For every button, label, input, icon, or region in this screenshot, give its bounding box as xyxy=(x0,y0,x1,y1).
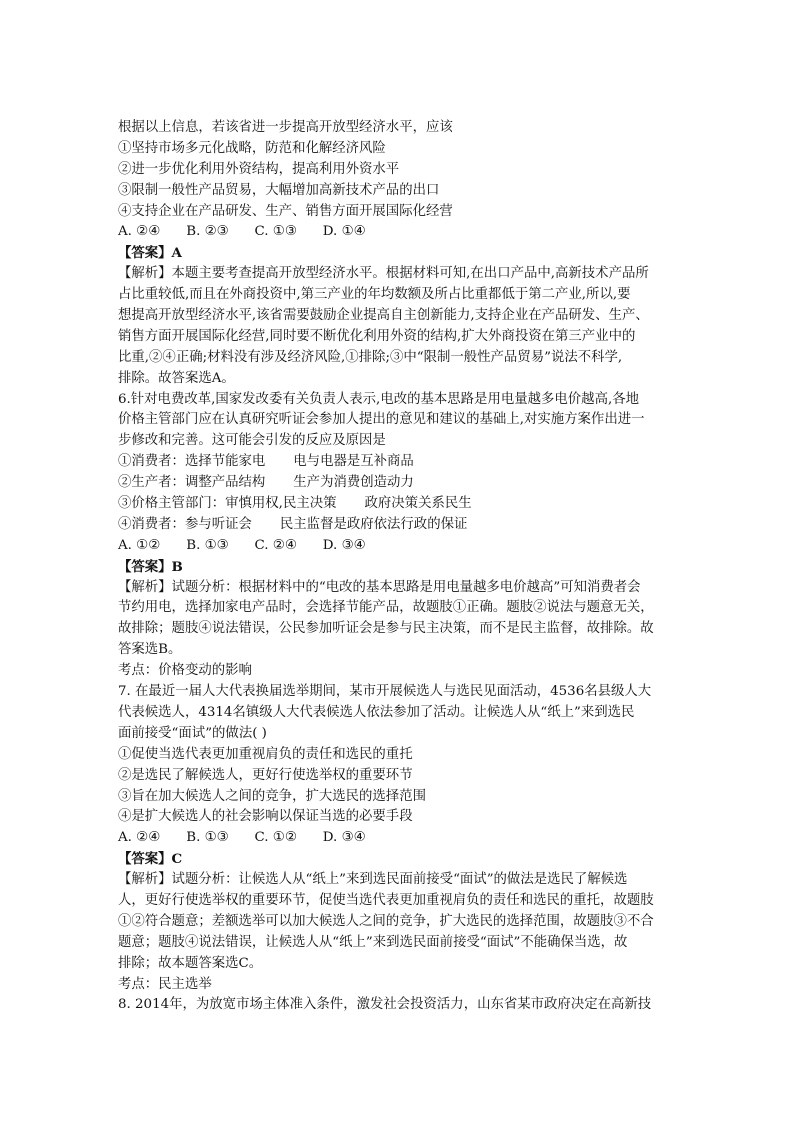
analysis-line: 人，更好行使选举权的重要环节，促使当选代表更加重视肩负的责任和选民的重托，故题肢 xyxy=(118,892,654,908)
analysis-line: 【解析】试题分析：根据材料中的“电改的基本思路是用电量越多电价越高”可知消费者会 xyxy=(118,579,641,595)
option-c: C. ①③ xyxy=(254,224,297,240)
option-a: A. ②④ xyxy=(118,224,161,240)
analysis-line: 占比重较低,而且在外商投资中,第三产业的年均数额及所占比重都低于第二产业,所以,要 xyxy=(118,287,631,303)
text-line: ④支持企业在产品研发、生产、销售方面开展国际化经营 xyxy=(118,203,453,219)
answer-label: 【答案】B xyxy=(118,558,183,575)
answer-options xyxy=(118,536,678,557)
question-item xyxy=(118,494,678,515)
question-item: ③旨在加大候选人之间的竞争，扩大选民的选择范围 xyxy=(118,788,426,804)
question-item: ①促使当选代表更加重视肩负的责任和选民的重托 xyxy=(118,746,413,762)
analysis-line: 节约用电，选择加家电产品时，会选择节能产品，故题肢①正确。题肢②说法与题意无关， xyxy=(118,600,654,616)
option-a: A. ②④ xyxy=(118,830,161,846)
question-stem: 价格主管部门应在认真研究听证会参加人提出的意见和建议的基础上,对实施方案作出进一 xyxy=(118,412,645,428)
option-b: B. ②③ xyxy=(186,224,229,240)
option-a: A. ①② xyxy=(118,537,161,553)
question-item xyxy=(118,452,678,473)
option-c: C. ①② xyxy=(254,830,297,846)
answer-label: 【答案】C xyxy=(118,851,183,868)
answer-label: 【答案】A xyxy=(118,245,182,262)
text-line: 根据以上信息，若该省进一步提高开放型经济水平，应该 xyxy=(118,120,453,135)
analysis-line: 比重,②④正确;材料没有涉及经济风险,①排除;③中“限制一般性产品贸易”说法不科学, xyxy=(118,349,623,365)
knowledge-point: 考点：价格变动的影响 xyxy=(118,663,252,679)
option-d: D. ③④ xyxy=(322,537,366,553)
analysis-line: 题意；题肢④说法错误，让候选人从“纸上”来到选民面前接受“面试”不能确保当选，故 xyxy=(118,934,628,950)
analysis-line: 想提高开放型经济水平,该省需要鼓励企业提高自主创新能力,支持企业在产品研发、生产、 xyxy=(118,308,649,324)
analysis-line: ①②符合题意；差额选举可以加大候选人之间的竞争，扩大选民的选择范围，故题肢③不合 xyxy=(118,913,654,929)
analysis-line: 排除。故答案选A。 xyxy=(118,370,235,386)
question-stem: 7. 在最近一届人大代表换届选举期间，某市开展候选人与选民见面活动，4536名县级人大 xyxy=(118,684,652,700)
item-right: 政府决策关系民生 xyxy=(364,496,472,512)
text-line: ①坚持市场多元化战略，防范和化解经济风险 xyxy=(118,140,386,156)
document-page xyxy=(118,118,678,1016)
option-b: B. ①③ xyxy=(186,537,229,553)
item-left: ③价格主管部门：审慎用权,民主决策 xyxy=(118,496,337,512)
analysis-line: 答案选B。 xyxy=(118,642,182,658)
question-stem: 面前接受“面试”的做法( ) xyxy=(118,725,267,741)
question-stem: 步修改和完善。这可能会引发的反应及原因是 xyxy=(118,433,386,449)
knowledge-point: 考点：民主选举 xyxy=(118,976,212,992)
analysis-line: 【解析】本题主要考查提高开放型经济水平。根据材料可知,在出口产品中,高新技术产品所 xyxy=(118,266,649,282)
text-line: ③限制一般性产品贸易，大幅增加高新技术产品的出口 xyxy=(118,182,440,198)
text-line: ②进一步优化利用外资结构，提高利用外资水平 xyxy=(118,161,400,177)
item-right: 民主监督是政府依法行政的保证 xyxy=(279,516,468,532)
option-d: D. ③④ xyxy=(322,830,366,846)
item-left: ④消费者：参与听证会 xyxy=(118,516,252,532)
analysis-line: 【解析】试题分析：让候选人从“纸上”来到选民面前接受“面试”的做法是选民了解候选 xyxy=(118,872,628,888)
question-stem: 代表候选人，4314名镇级人大代表候选人依法参加了活动。让候选人从“纸上”来到选民 xyxy=(118,704,635,720)
question-item: ④是扩大候选人的社会影响以保证当选的必要手段 xyxy=(118,809,413,825)
option-c: C. ②④ xyxy=(254,537,297,553)
item-right: 电与电器是互补商品 xyxy=(293,454,414,470)
item-right: 生产为消费创造动力 xyxy=(293,475,414,491)
question-item xyxy=(118,473,678,494)
option-b: B. ①③ xyxy=(186,830,229,846)
item-left: ②生产者：调整产品结构 xyxy=(118,475,266,491)
answer-options xyxy=(118,222,678,243)
item-left: ①消费者：选择节能家电 xyxy=(118,454,266,470)
question-item: ②是选民了解候选人，更好行使选举权的重要环节 xyxy=(118,767,413,783)
option-d: D. ①④ xyxy=(322,224,366,240)
analysis-line: 销售方面开展国际化经营,同时要不断优化利用外资的结构,扩大外商投资在第三产业中的 xyxy=(118,328,636,344)
answer-options xyxy=(118,828,678,849)
question-stem: 6.针对电费改革,国家发改委有关负责人表示,电改的基本思路是用电量越多电价越高,各地 xyxy=(118,391,639,407)
question-stem: 8. 2014年，为放宽市场主体准入条件，激发社会投资活力，山东省某市政府决定在高新技 xyxy=(118,997,652,1013)
analysis-line: 排除；故本题答案选C。 xyxy=(118,955,263,971)
analysis-line: 故排除；题肢④说法错误，公民参加听证会是参与民主决策，而不是民主监督，故排除。故 xyxy=(118,621,654,637)
question-item xyxy=(118,515,678,536)
